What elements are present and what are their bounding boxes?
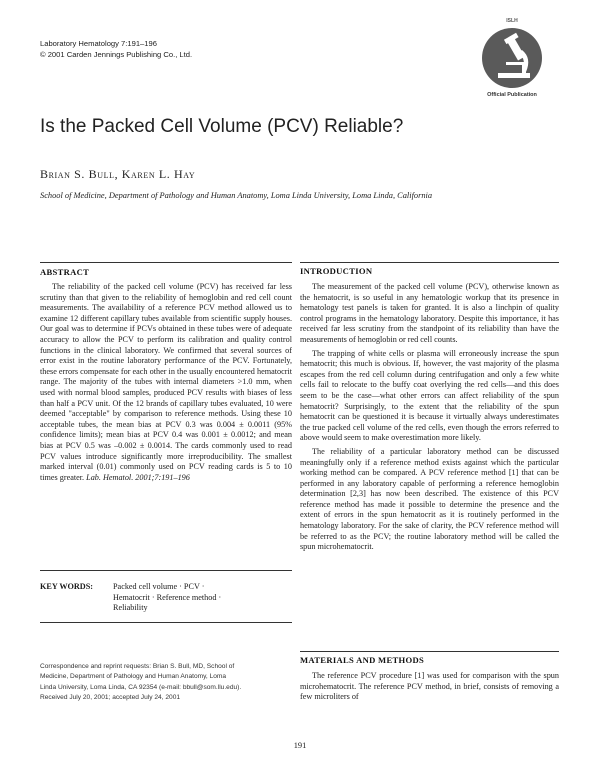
correspondence: [40, 662, 292, 704]
abstract-body: [40, 282, 292, 483]
methods-heading: MATERIALS AND METHODS: [300, 655, 425, 665]
keywords-list: [113, 582, 293, 614]
methods-rule: [300, 651, 559, 652]
microscope-seal: [482, 28, 542, 88]
logo-caption: Official Publication: [487, 92, 537, 98]
correspondence-line-1: Correspondence and reprint requests: Brian S. Bull, MD, School of: [40, 663, 235, 670]
methods-paragraph-1: The reference PCV procedure [1] was used for comparison with the spun microhematocrit. The reference PCV method, in brief, consists of removing a few microliters of: [300, 671, 559, 702]
affiliation: School of Medicine, Department of Pathology and Human Anatomy, Loma Linda University, Loma Linda, California: [40, 191, 433, 200]
microscope-icon: [482, 28, 542, 88]
keywords-label: KEY WORDS:: [40, 582, 93, 591]
intro-paragraph-3: The reliability of a particular laboratory method can be discussed meaningfully only if a reference method exists against which the particular working method can be compared. A PCV reference method [1] that can be performed in any laboratory capable of performing a reference hemoglobin determination [2,3] has now been described. The existence of this PCV reference method has made it possible to determine the presence and the extent of errors in the spun hematocrit as it is routinely performed in the hematology laboratory. For the sake of clarity, the PCV reference method will be referred to as the PCV; the routine laboratory method will be called the spun microhematocrit.: [300, 446, 559, 552]
abstract-citation: Lab. Hematol. 2001;7:191–196: [86, 472, 190, 482]
keywords-rule-bottom: [40, 622, 292, 623]
intro-paragraph-2: The trapping of white cells or plasma will erroneously increase the spun hematocrit; this much is obvious. If, however, the vast majority of the plasma escapes from the red cell column during centrifugation and only a few white cells fail to relocate to the buffy coat overlying the red cells—and this does seem to be the case—what other errors can affect reliability of the spun hematocrit? Surprisingly, to the extent that the reliability of the spun hematocrit can be questioned it is because it virtually always underestimates the true packed cell volume of the red cells, even though the errors referred to above would seem to make overestimation more likely.: [300, 348, 559, 443]
abstract-heading: ABSTRACT: [40, 267, 90, 277]
islh-logo: [476, 18, 548, 98]
keywords-line-2: Hematocrit · Reference method ·: [113, 592, 222, 602]
keywords-rule-top: [40, 570, 292, 571]
correspondence-line-2: Medicine, Department of Pathology and Human Anatomy, Loma: [40, 673, 227, 681]
page-number: 191: [293, 741, 307, 750]
intro-rule: [300, 262, 559, 263]
introduction-body: [300, 282, 559, 553]
keywords-line-3: Reliability: [113, 603, 148, 613]
intro-paragraph-1: The measurement of the packed cell volume (PCV), otherwise known as the hematocrit, is so useful in any hematologic workup that its presence in hematology test panels is taken for granted. It is also a linchpin of quality control programs in the hematology laboratory. Despite this importance, it has received far less scrutiny from the standpoint of its reliability than have the measurements of hemoglobin or red cell counts.: [300, 282, 559, 344]
abstract-text: The reliability of the packed cell volume (PCV) has received far less scrutiny than that given to the reliability of hemoglobin and red cell count measurements. The availability of a reference PCV method allowed us to examine 12 different capillary tubes available from scientific supply houses. Our goal was to determine if PCVs obtained in these tubes were of adequate accuracy to allow the PCV to perform its calibration and quality control functions in the clinical laboratory. We confirmed that several sources of error exist in the routine laboratory performance of the PCV. Fortunately, these errors compensate for each other in the usually encountered hematocrit range. The majority of the tubes with internal diameters >1.0 mm, when used with normal blood samples, produced PCV results with biases of less than half a PCV unit. Of the 12 brands of capillary tubes evaluated, 10 were deemed "acceptable" by comparison to reference methods. Using these 10 acceptable tubes, the mean bias at PCV 0.3 was 0.004 ± 0.0011 (95% confidence limits); mean bias at PCV 0.4 was 0.001 ± 0.0012; and mean bias at PCV 0.5 was –0.002 ± 0.0014. The cards commonly used to read PCV values introduce significantly more irreproducibility. The smallest marked interval (0.01) commonly used on PCV reading cards is 5 to 10 times greater.: [40, 282, 292, 482]
logo-tag: ISLH: [506, 18, 518, 24]
correspondence-line-3: Linda University, Loma Linda, CA 92354 (e-mail: bbull@som.llu.edu).: [40, 683, 242, 691]
keywords-line-1: Packed cell volume · PCV ·: [113, 582, 205, 591]
introduction-heading: INTRODUCTION: [300, 266, 373, 276]
journal-header: [40, 38, 192, 60]
methods-body: [300, 671, 559, 703]
received-dates: Received July 20, 2001; accepted July 24, 2001: [40, 694, 181, 702]
journal-citation: Laboratory Hematology 7:191–196: [40, 39, 157, 48]
authors: Brian S. Bull, Karen L. Hay: [40, 167, 196, 181]
article-title: Is the Packed Cell Volume (PCV) Reliable?: [40, 116, 404, 137]
abstract-rule: [40, 262, 292, 263]
copyright-line: © 2001 Carden Jennings Publishing Co., Ltd.: [40, 50, 193, 59]
